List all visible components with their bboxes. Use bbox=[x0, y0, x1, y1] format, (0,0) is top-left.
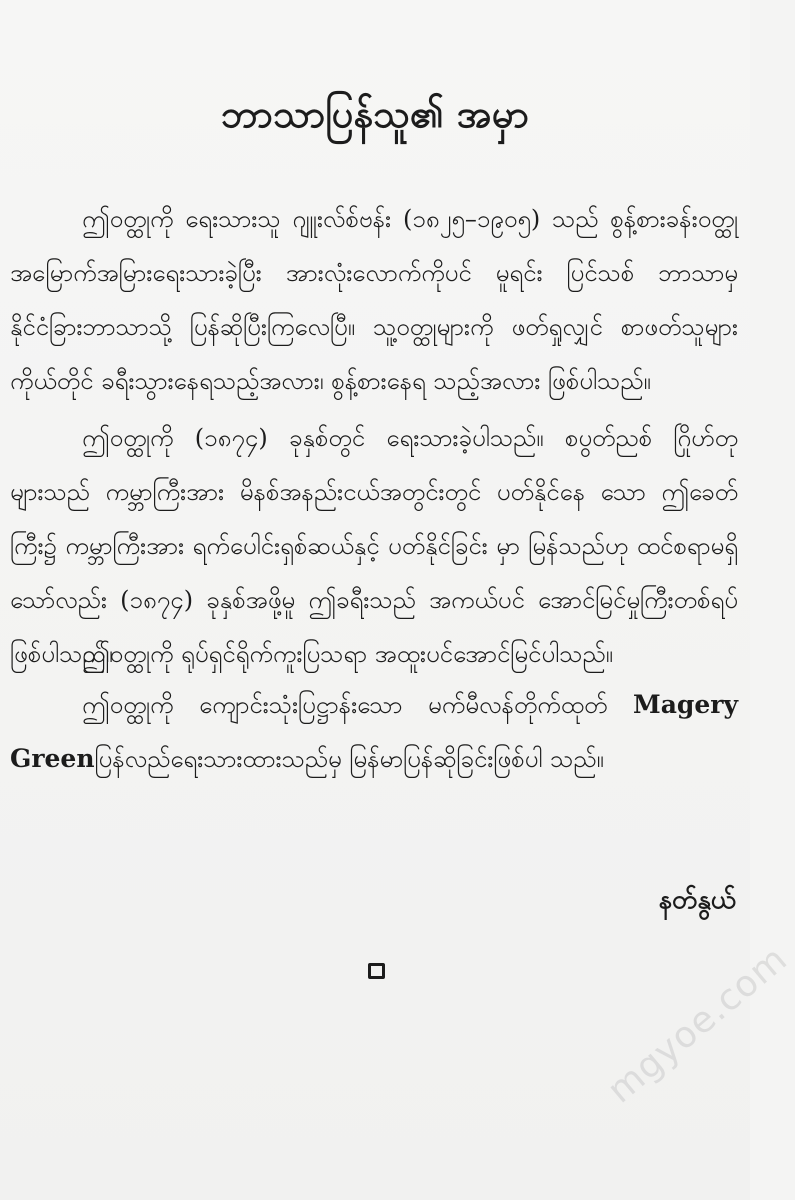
paragraph-film-adaptation: ဤဝတ္ထုကို ရုပ်ရှင်ရိုက်ကူးပြသရာ အထူးပင်အောင်မြင်ပါသည်။ bbox=[82, 640, 613, 668]
translation-source-text-start: ဤဝတ္ထုကို ကျောင်းသုံးပြဋ္ဌာန်းသော မက်မီလန်တိုက်ထုတ် bbox=[82, 691, 634, 719]
source-author-name: Magery Green bbox=[10, 690, 738, 773]
paragraph-year-written: ဤဝတ္ထုကို (၁၈၇၄) ခုနှစ်တွင် ရေးသားခဲ့ပါသည်။ စပွတ်ညစ် ဂြိုဟ်တုများသည် ကမ္ဘာကြီးအား မိနစ်အနည်းငယ်အတွင်းတွင် ပတ်နိုင်နေ သော ဤခေတ်ကြီး၌ ကမ္ဘာကြီးအား ရက်ပေါင်းရှစ်ဆယ်နှင့် ပတ်နိုင်ခြင်း မှာ မြန်သည်ဟု ထင်စရာမရှိသော်လည်း (၁၈၇၄) ခုနှစ်အဖို့မူ ဤခရီးသည် အကယ်ပင် အောင်မြင်မှုကြီးတစ်ရပ် ဖြစ်ပါသည်။ bbox=[10, 424, 738, 668]
watermark: mgyoe.com bbox=[600, 938, 795, 1112]
paragraph-author-intro: ဤဝတ္ထုကို ရေးသားသူ ဂျူးလ်စ်ဗန်း (၁၈၂၅–၁၉၀၅) သည် စွန့်စားခန်းဝတ္ထု အမြောက်အမြားရေးသားခဲ့ပြီး အားလုံးလောက်ကိုပင် မူရင်း ပြင်သစ် ဘာသာမှ နိုင်ငံခြားဘာသာသို့ ပြန်ဆိုပြီးကြလေပြီ။ သူ့ဝတ္ထုများကို ဖတ်ရှုလျှင် စာဖတ်သူများကိုယ်တိုင် ခရီးသွားနေရသည့်အလား၊ စွန့်စားနေရ သည့်အလား ဖြစ်ပါသည်။ bbox=[10, 205, 738, 395]
translator-signature: နတ်နွယ် bbox=[658, 885, 736, 915]
end-of-section-mark bbox=[368, 963, 385, 979]
translation-source-text-end: ပြန်လည်ရေးသားထားသည်မှ မြန်မာပြန်ဆိုခြင်းဖြစ်ပါ သည်။ bbox=[94, 745, 604, 773]
paragraph-translation-source bbox=[10, 678, 738, 786]
page-title: ဘာသာပြန်သူ၏ အမှာ bbox=[220, 91, 530, 136]
